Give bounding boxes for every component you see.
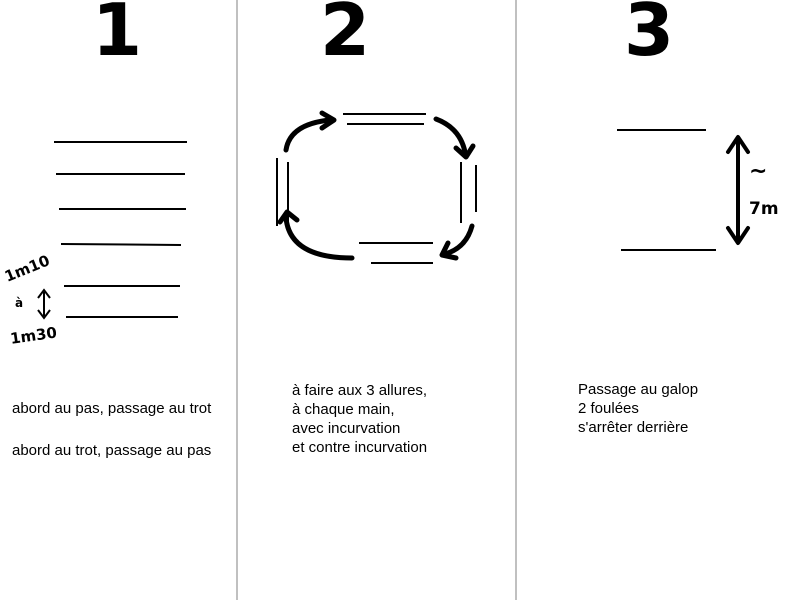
distance-label: 7m bbox=[749, 199, 779, 219]
panel-1-number: 1 bbox=[92, 0, 143, 72]
panel-2-number: 2 bbox=[320, 0, 371, 72]
panel-3-number: 3 bbox=[624, 0, 675, 72]
panel-3-instructions bbox=[578, 380, 698, 437]
panel-1-poles bbox=[54, 142, 187, 317]
spacing-to-label: à bbox=[15, 296, 24, 310]
instruction-line: à faire aux 3 allures, bbox=[292, 382, 428, 399]
instruction-line: et contre incurvation bbox=[292, 439, 428, 456]
pole bbox=[61, 244, 181, 245]
panel-3-poles bbox=[617, 130, 716, 250]
panel-2-poles bbox=[277, 114, 476, 263]
instruction-line: à chaque main, bbox=[292, 401, 395, 418]
approx-symbol: ~ bbox=[749, 159, 768, 184]
instruction-line: Passage au galop bbox=[578, 381, 699, 398]
instruction-line: 2 foulées bbox=[578, 400, 639, 417]
panel-2-circuit-arrows bbox=[280, 113, 473, 258]
panel-2-instructions bbox=[292, 381, 427, 457]
panel-1-instruction-2: abord au trot, passage au pas bbox=[12, 442, 212, 459]
spacing-min-label: 1m10 bbox=[2, 251, 53, 286]
panel-1-instruction-1: abord au pas, passage au trot bbox=[12, 400, 212, 417]
instruction-line: s'arrêter derrière bbox=[578, 419, 689, 436]
spacing-max-label: 1m30 bbox=[9, 323, 59, 348]
panel-1-spacing-arrow bbox=[38, 290, 50, 318]
instruction-line: avec incurvation bbox=[292, 420, 401, 437]
panel-3-distance-arrow bbox=[728, 137, 748, 243]
